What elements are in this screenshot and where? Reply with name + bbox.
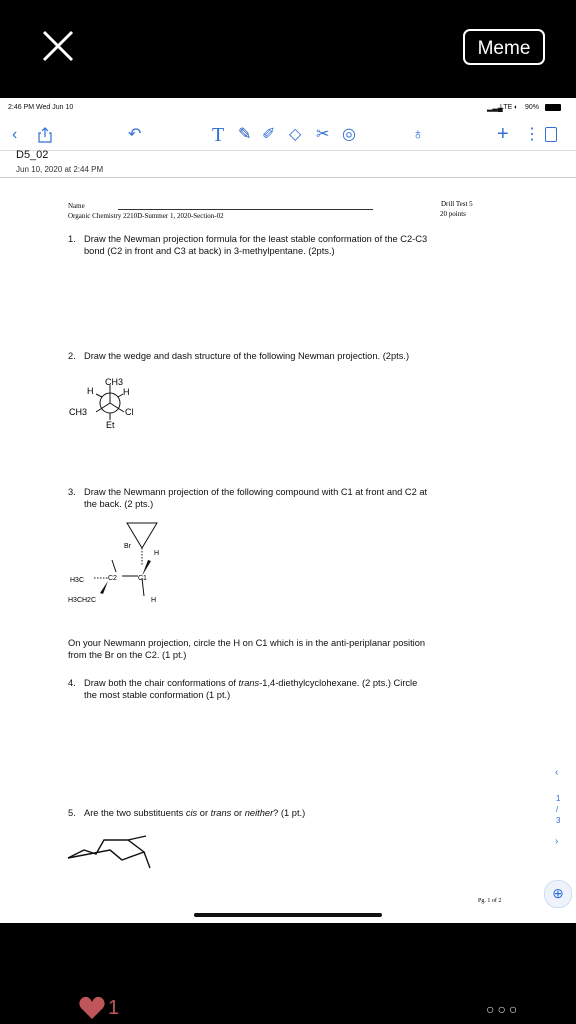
carrier-label: LTE bbox=[500, 104, 513, 111]
share-icon[interactable] bbox=[38, 127, 52, 143]
struct-h-top-label: H bbox=[154, 550, 160, 557]
q4-text-c: -1,4-diethylcyclohexane. (2 pts.) Circle bbox=[259, 678, 418, 688]
q5-text-a: Are the two substituents bbox=[84, 808, 186, 818]
q5-text-g: ? (1 pt.) bbox=[273, 808, 306, 818]
q4-text-trans: trans bbox=[238, 678, 260, 688]
q2-text: Draw the wedge and dash structure of the following Newman projection. (2pts.) bbox=[84, 351, 410, 361]
q3b-line2: from the Br on the C2. (1 pt.) bbox=[68, 650, 187, 660]
q5-text-trans: trans bbox=[210, 808, 232, 818]
q5-text bbox=[84, 807, 305, 820]
q3-line1: Draw the Newmann projection of the following compound with C1 at front and C2 at bbox=[84, 487, 428, 497]
close-icon[interactable] bbox=[40, 28, 76, 64]
test-title: Drill Test 5 bbox=[441, 200, 473, 208]
q4-line2: the most stable conformation (1 pt.) bbox=[84, 690, 231, 700]
q5-text-cis: cis bbox=[185, 808, 198, 818]
newman-right-label: Cl bbox=[125, 407, 134, 417]
home-indicator bbox=[194, 913, 382, 917]
q5-text-neither: neither bbox=[244, 808, 274, 818]
header-divider bbox=[0, 177, 576, 178]
struct-h3c-label: H3C bbox=[70, 577, 85, 584]
q4-line1 bbox=[84, 677, 417, 690]
struct-h-bottom-label: H bbox=[151, 597, 157, 604]
newman-projection-diagram bbox=[60, 370, 150, 430]
page-down-chevron-icon[interactable]: › bbox=[555, 836, 559, 847]
battery-percent: 90% bbox=[525, 104, 540, 111]
q1-line2: bond (C2 in front and C3 at back) in 3-methylpentane. (2pts.) bbox=[84, 246, 335, 256]
page-up-chevron-icon[interactable]: ‹ bbox=[555, 767, 559, 778]
name-line bbox=[118, 209, 373, 210]
page-total: 3 bbox=[556, 816, 561, 825]
newman-top-label: CH3 bbox=[105, 377, 124, 387]
q3b-line1: On your Newmann projection, circle the H on C1 which is in the anti-periplanar position bbox=[68, 638, 426, 648]
meme-button[interactable]: Meme bbox=[463, 29, 545, 65]
like-count: 1 bbox=[108, 997, 120, 1019]
q5-number: 5. bbox=[68, 808, 76, 818]
newman-top-left-label: H bbox=[87, 386, 94, 396]
more-options-dots-icon[interactable]: ○○○ bbox=[486, 1001, 521, 1017]
cyclopropyl-structure-diagram bbox=[62, 518, 172, 613]
text-tool-icon[interactable]: T bbox=[212, 124, 225, 146]
page-number-label: Pg. 1 of 2 bbox=[478, 898, 502, 904]
screenshot-content bbox=[0, 98, 576, 923]
newman-left-label: CH3 bbox=[69, 407, 88, 417]
course-label: Organic Chemistry 2210D-Summer 1, 2020-Section-02 bbox=[68, 212, 224, 220]
status-moon-icon: ◐ bbox=[514, 104, 519, 111]
struct-c2-label: C2 bbox=[108, 575, 117, 582]
q4-number: 4. bbox=[68, 678, 76, 688]
struct-c1-label: C1 bbox=[138, 575, 147, 582]
q5-text-c: or bbox=[197, 808, 211, 818]
q3-line2: the back. (2 pts.) bbox=[84, 499, 154, 509]
exam-page bbox=[30, 180, 540, 920]
status-bar bbox=[0, 98, 576, 118]
test-points: 20 points bbox=[440, 210, 466, 218]
highlighter-icon[interactable]: ✐ bbox=[262, 126, 276, 143]
newman-bottom-label: Et bbox=[106, 420, 115, 430]
q3-number: 3. bbox=[68, 487, 76, 497]
add-icon[interactable]: + bbox=[497, 123, 509, 145]
editor-toolbar bbox=[0, 118, 576, 151]
document-title: D5_02 bbox=[16, 149, 49, 161]
pen-tool-icon[interactable]: ✎ bbox=[238, 126, 252, 143]
struct-br-label: Br bbox=[124, 543, 131, 550]
eraser-icon[interactable]: ◇ bbox=[289, 126, 302, 143]
page-view-icon[interactable] bbox=[545, 127, 557, 142]
back-chevron-icon[interactable]: ‹ bbox=[12, 126, 18, 143]
q1-line1: Draw the Newman projection formula for the least stable conformation of the C2-C3 bbox=[84, 234, 428, 244]
top-bar bbox=[0, 0, 576, 98]
more-options-icon[interactable]: ⋮ bbox=[524, 126, 540, 143]
q2-number: 2. bbox=[68, 351, 76, 361]
status-time: 2:46 PM Wed Jun 10 bbox=[8, 104, 74, 111]
page-current: 1 bbox=[556, 794, 561, 803]
battery-icon bbox=[545, 104, 561, 111]
struct-h3ch2c-label: H3CH2C bbox=[68, 597, 97, 604]
shapes-icon[interactable]: ◎ bbox=[342, 126, 356, 143]
q4-text-a: Draw both the chair conformations of bbox=[84, 678, 239, 688]
zoom-in-icon[interactable]: ⊕ bbox=[544, 880, 572, 908]
undo-icon[interactable]: ↶ bbox=[128, 126, 142, 143]
name-label: Name bbox=[68, 202, 85, 210]
bottom-bar bbox=[0, 923, 576, 1024]
newman-top-right-label: H bbox=[123, 387, 130, 397]
chair-cyclohexane-diagram bbox=[66, 830, 166, 870]
document-date: Jun 10, 2020 at 2:44 PM bbox=[16, 165, 104, 174]
heart-icon[interactable] bbox=[79, 996, 105, 1020]
lasso-icon[interactable]: ✂ bbox=[316, 126, 330, 143]
q5-text-e: or bbox=[231, 808, 245, 818]
microphone-icon[interactable]: ♁ bbox=[412, 126, 424, 143]
q1-number: 1. bbox=[68, 234, 76, 244]
page-separator-icon: / bbox=[556, 805, 559, 814]
signal-icon: ▂▃▄ bbox=[487, 105, 503, 112]
